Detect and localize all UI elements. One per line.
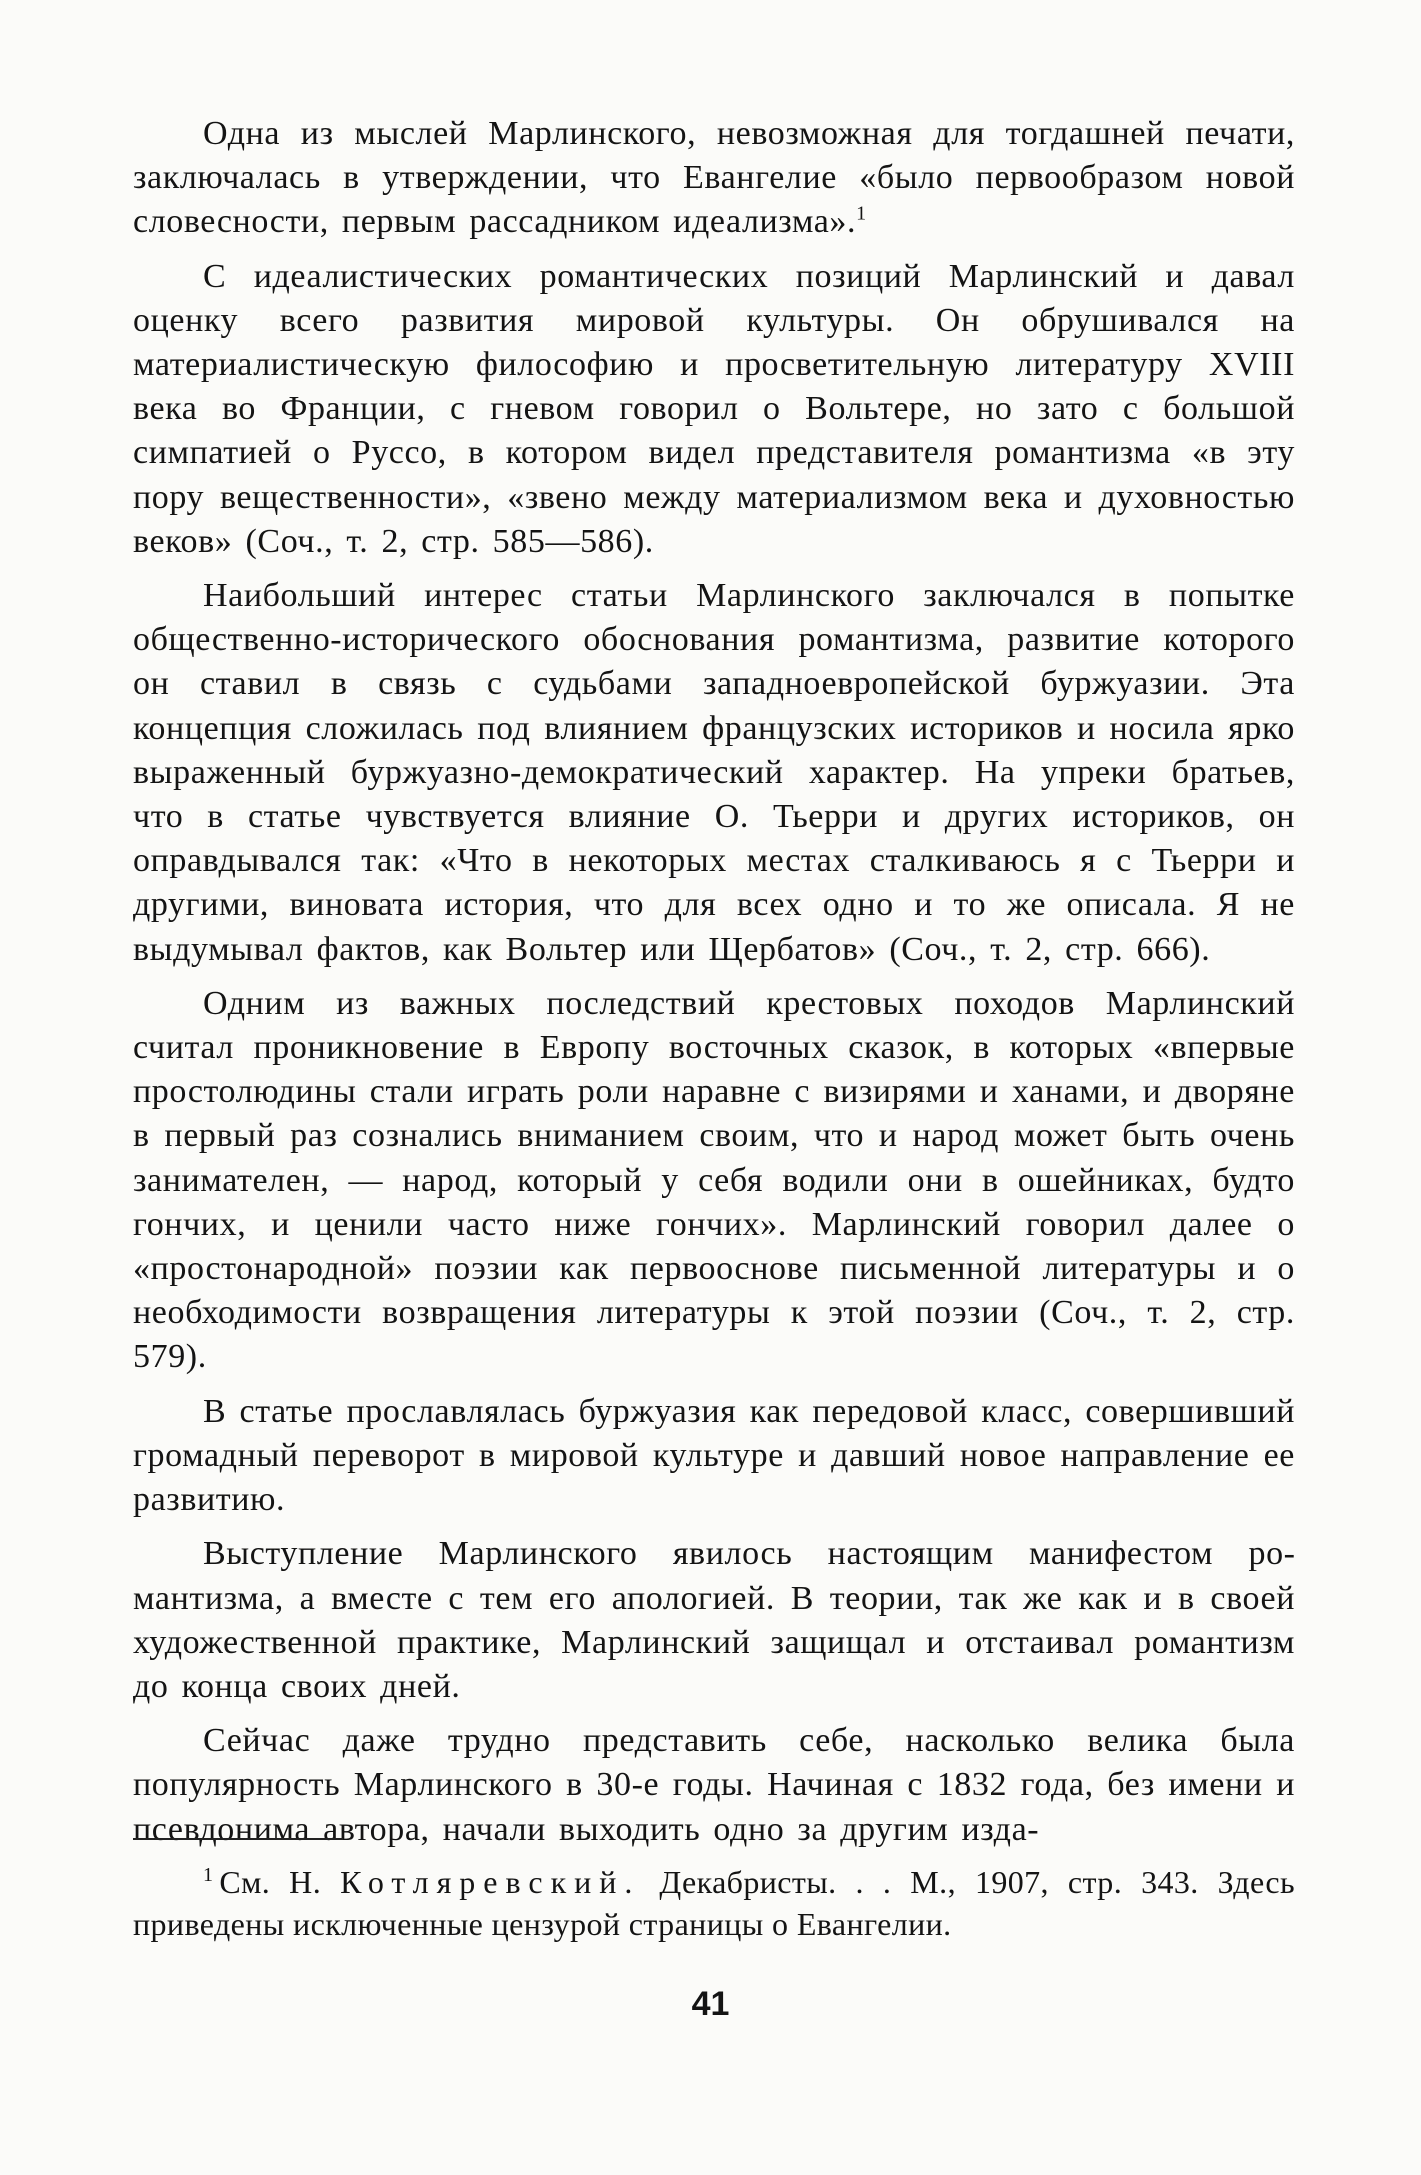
- paragraph-7: Сейчас даже трудно представить себе, насколько велика была популярность Марлинского в 30-е годы. Начиная с 1832 года, без имени и псевдонима автора, начали выходить одно за другим изда-: [133, 1722, 1295, 1848]
- footnote: [133, 1861, 1295, 1945]
- paragraph-5: В статье прославлялась буржуазия как передовой класс, совершивший громадный переворот в мировой культуре и давший новое направление ее развитию.: [133, 1392, 1295, 1519]
- footnote-reference[interactable]: 1: [856, 203, 867, 226]
- paragraph-2: С идеалистических романтических позиций Марлинский и давал оценку всего развития мировой культуры. Он обрушивался на материалистическую философию и просветительную литературу XVIII века во Франции, с гневом говорил о Вольтере, но зато с большой симпатией о Руссо, в котором видел представителя романтизма «в эту пору вещественности», «звено между материализмом века и духовностью веков» (Соч., т. 2, стр. 585—586).: [133, 257, 1295, 560]
- page-number: 41: [691, 1985, 730, 2023]
- body-text: [133, 112, 1295, 1862]
- footnote-text: Декабристы. . . М., 1907, стр. 343. Здесь приведены исключенные цензурой страницы о Евангелии.: [133, 1864, 1295, 1942]
- footnote-mark: 1: [203, 1864, 214, 1887]
- paragraph-1: [133, 112, 1295, 245]
- footnote-prefix: См. Н.: [219, 1864, 341, 1900]
- paragraph-4: Одним из важных последствий крестовых походов Марлинский считал проникновение в Европу восточных сказок, в которых «впервые простолюдины стали играть роли наравне с визирями и ханами, и дворяне в первый раз сознались вниманием своим, что и народ может быть очень занимателен, — народ, который у себя водили они в ошейниках, будто гончих, и ценили часто ниже гончих». Марлинский говорил далее о «простонародной» поэзии как первооснове письменной литературы и о необходимости возвращения литературы к этой поэзии (Соч., т. 2, стр. 579).: [133, 984, 1295, 1376]
- footnote-divider: [133, 1838, 343, 1840]
- footnote-author: Котляревский.: [340, 1864, 641, 1900]
- paragraph-3: Наибольший интерес статьи Марлинского заключался в попытке общественно-исторического обоснования романтизма, развитие которого он ставил в связь с судьбами западноевропейской буржуазии. Эта концепция сложилась под влиянием французских историков и носила ярко выраженный буржуазно-демократический характер. На упреки братьев, что в статье чувствуется влияние О. Тьерри и других историков, он оправдывался так: «Что в некоторых местах сталкиваюсь я с Тьерри и другими, виновата история, что для всех одно и то же описала. Я не выдумывал фактов, как Вольтер или Щербатов» (Соч., т. 2, стр. 666).: [133, 577, 1295, 968]
- paragraph-6: Выступление Марлинского явилось настоящим манифестом романтизма, а вместе с тем его апологией. В теории, так же как и в своей художественной практике, Марлинский защищал и отстаивал романтизм до конца своих дней.: [133, 1535, 1295, 1705]
- paragraph-1-text: Одна из мыслей Марлинского, невозможная для тогдашней печати, заключалась в утверждении, что Евангелие «было первообразом новой словесности, первым рассадником идеализма».: [133, 115, 1295, 241]
